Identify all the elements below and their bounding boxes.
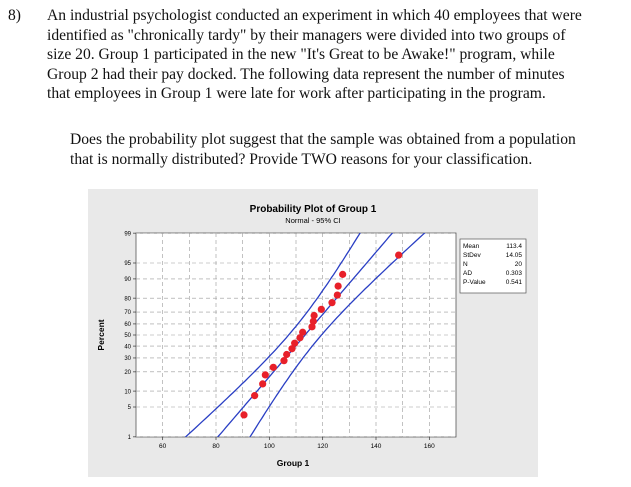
y-tick-label: 1	[127, 435, 131, 442]
stat-value: 14.05	[505, 252, 522, 259]
stat-value: 0.541	[505, 279, 522, 286]
stat-label: StDev	[463, 252, 481, 259]
y-tick-label: 90	[124, 277, 131, 284]
chart-title: Probability Plot of Group 1	[249, 204, 377, 215]
data-point	[262, 371, 269, 378]
chart-subtitle: Normal - 95% CI	[285, 216, 341, 225]
data-point	[328, 299, 335, 306]
data-point	[299, 329, 306, 336]
probability-plot	[88, 189, 538, 477]
probability-plot-figure	[88, 189, 538, 477]
data-point	[283, 351, 290, 358]
question-text	[47, 6, 617, 104]
stat-label: Mean	[463, 243, 480, 250]
question-number: 8)	[8, 7, 21, 24]
data-point	[335, 283, 342, 290]
data-point	[270, 364, 277, 371]
y-tick-label: 70	[124, 310, 131, 317]
y-tick-label: 5	[127, 405, 131, 412]
data-point	[251, 392, 258, 399]
x-tick-label: 160	[423, 443, 435, 450]
x-tick-label: 60	[159, 443, 167, 450]
y-tick-label: 40	[124, 344, 131, 351]
data-point	[339, 271, 346, 278]
stats-legend	[460, 239, 526, 293]
sub-question-line: that is normally distributed? Provide TWO reasons for your classification.	[70, 150, 533, 168]
y-tick-label: 60	[124, 322, 131, 329]
y-tick-label: 30	[124, 356, 131, 363]
y-tick-label: 99	[124, 231, 131, 238]
question-line: that employees in Group 1 were late for work after participating in the program.	[47, 85, 546, 103]
y-axis-label: Percent	[96, 319, 106, 351]
x-tick-label: 120	[317, 443, 329, 450]
x-tick-label: 80	[212, 443, 220, 450]
sub-question-line: Does the probability plot suggest that the sample was obtained from a population	[70, 131, 576, 148]
question-line: size 20. Group 1 participated in the new "It's Great to be Awake!" program, while	[47, 46, 555, 64]
y-tick-label: 20	[124, 370, 131, 377]
x-tick-label: 100	[263, 443, 275, 450]
stat-label: N	[463, 261, 468, 268]
y-tick-label: 10	[124, 389, 131, 396]
data-point	[318, 306, 325, 313]
y-tick-label: 80	[124, 296, 131, 303]
question-line: identified as "chronically tardy" by their managers were divided into two groups of	[47, 26, 566, 44]
data-point	[311, 312, 318, 319]
data-point	[291, 340, 298, 347]
data-point	[259, 380, 266, 387]
data-point	[240, 411, 247, 418]
stat-label: P-Value	[463, 279, 486, 286]
stat-value: 0.303	[505, 270, 522, 277]
data-point	[395, 252, 402, 259]
data-point	[280, 357, 287, 364]
x-tick-label: 140	[370, 443, 382, 450]
x-axis-label: Group 1	[276, 458, 310, 468]
question-line: An industrial psychologist conducted an experiment in which 40 employees that were	[47, 7, 582, 24]
stat-value: 20	[514, 261, 522, 268]
stat-label: AD	[463, 270, 473, 277]
data-point	[334, 291, 341, 298]
question-line: Group 2 had their pay docked. The following data represent the number of minutes	[47, 65, 565, 83]
sub-question	[70, 130, 620, 169]
stat-value: 113.4	[506, 243, 522, 250]
y-tick-label: 50	[124, 333, 131, 340]
y-tick-label: 95	[124, 261, 131, 268]
